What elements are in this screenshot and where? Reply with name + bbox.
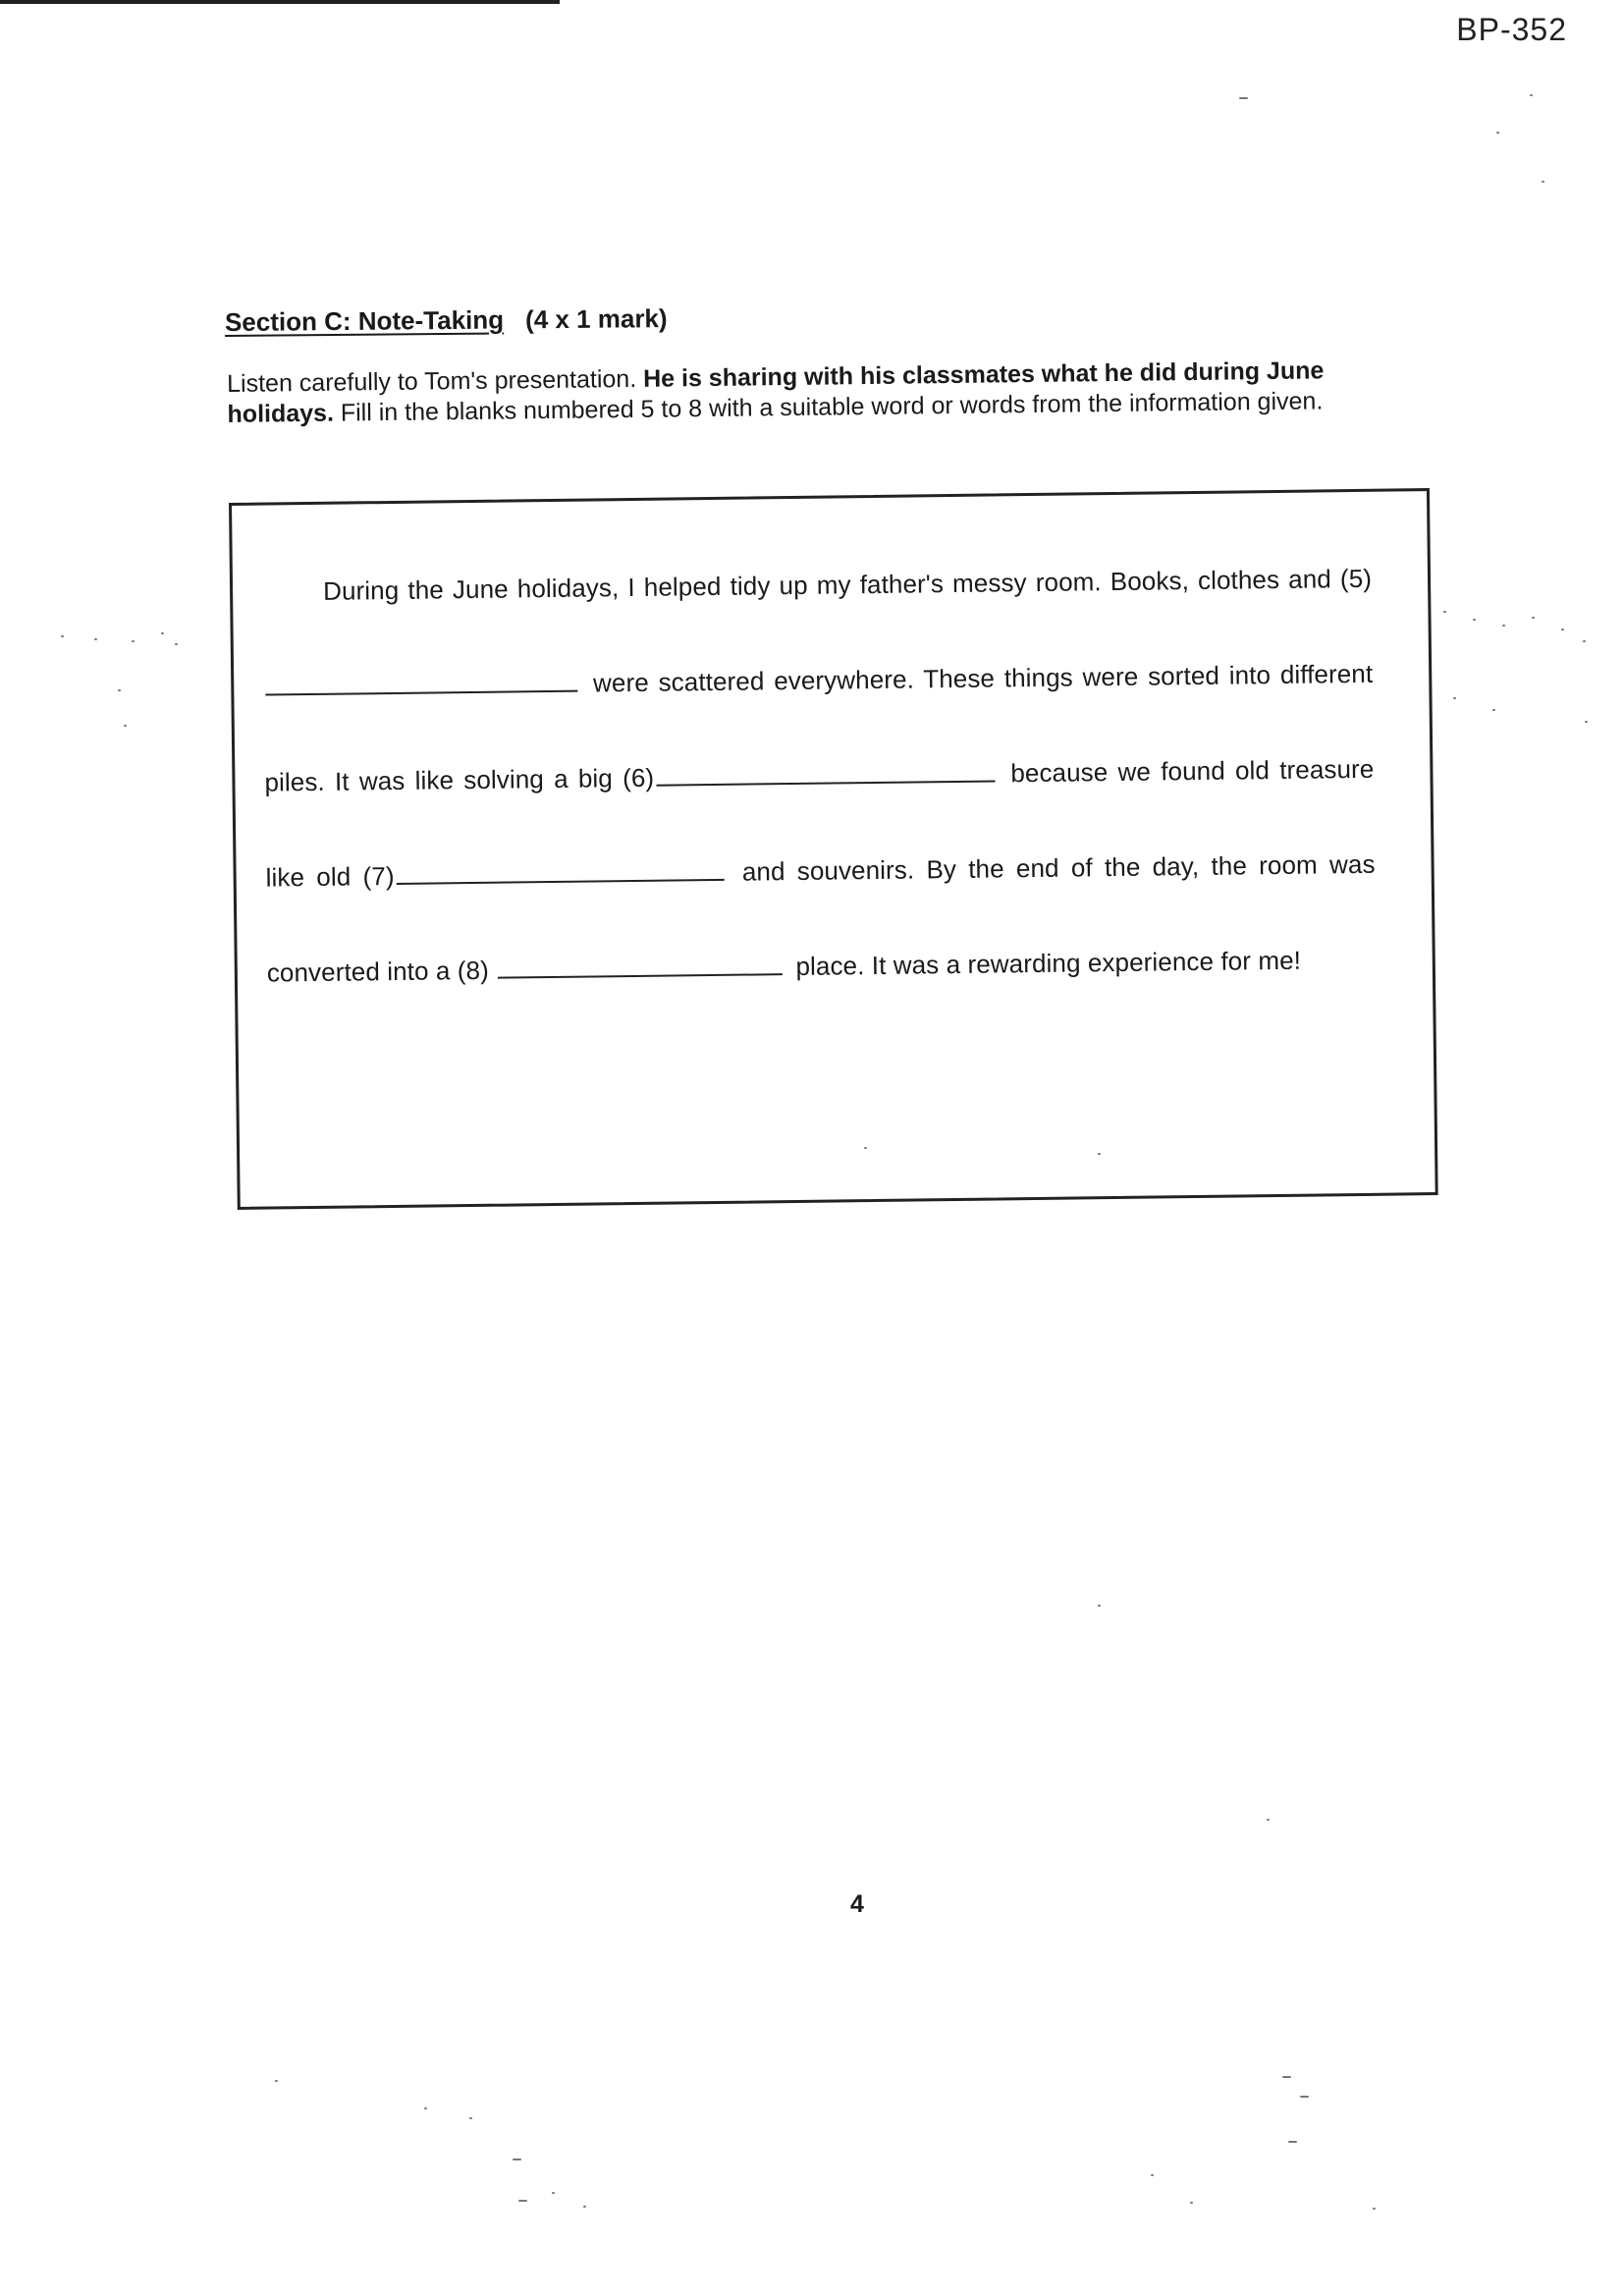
document-code: BP-352 [1456,12,1567,47]
passage-text [262,531,1378,1021]
page-number: 4 [850,1890,864,1918]
section-marks: (4 x 1 mark) [524,303,668,335]
blank-6[interactable] [656,758,995,786]
section-title: Section C: Note-Taking [224,304,505,337]
passage-segment-3: because we found old treasure like old (7) [265,753,1375,893]
blank-8[interactable] [498,952,783,979]
instructions-bold: He is sharing with his classmates what he did during June holidays. [227,356,1325,428]
passage-segment-5: place. It was a rewarding experience for me! [787,945,1302,982]
passage-segment-4: and souvenirs. By the end of the day, the room was converted into a (8) [266,848,1376,988]
instructions-part-2: Fill in the blanks numbered 5 to 8 with a suitable word or words from the information given. [333,387,1324,427]
passage-segment-2: were scattered everywhere. These things were sorted into different piles. It was like solving a big (6) [264,658,1374,797]
blank-5[interactable] [265,669,577,696]
passage-segment-1: During the June holidays, I helped tidy up my father's messy room. Books, clothes and (5) [322,563,1373,606]
section-heading [225,303,668,338]
blank-7[interactable] [396,857,724,885]
instructions-part-1: Listen carefully to Tom's presentation. [227,364,644,398]
passage-box [229,488,1438,1210]
top-rule [0,0,560,4]
instructions [227,355,1431,430]
